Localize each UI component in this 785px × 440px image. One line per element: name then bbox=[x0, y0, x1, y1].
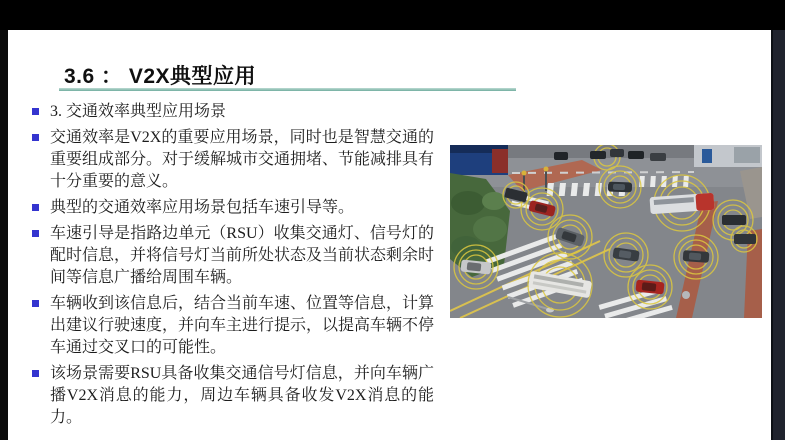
bullet-list bbox=[30, 101, 434, 433]
bullet-item: 3. 交通效率典型应用场景 bbox=[30, 101, 434, 123]
top-letterbox-bar bbox=[0, 0, 785, 30]
gas-station bbox=[694, 145, 762, 167]
bullet-item: 车辆收到该信息后，结合当前车速、位置等信息，计算出建议行驶速度，并向车主进行提示，以提高车辆不停车通过交叉口的可能性。 bbox=[30, 293, 434, 359]
v2x-intersection-aerial-photo bbox=[450, 145, 762, 318]
bullet-item: 典型的交通效率应用场景包括车速引导等。 bbox=[30, 197, 434, 219]
building-blue-awning bbox=[450, 145, 508, 175]
bullet-item: 车速引导是指路边单元（RSU）收集交通灯、信号灯的配时信息，并将信号灯当前所处状态及当前状态剩余时间等信息广播给周围车辆。 bbox=[30, 223, 434, 289]
bullet-item: 该场景需要RSU具备收集交通信号灯信息，并向车辆广播V2X消息的能力，周边车辆具备收发V2X消息的能力。 bbox=[30, 363, 434, 429]
slide-title: 3.6 ： V2X典型应用 bbox=[64, 65, 257, 89]
title-underline bbox=[59, 88, 516, 91]
right-letterbox-band bbox=[771, 30, 785, 440]
left-letterbox-strip bbox=[0, 30, 8, 440]
bullet-item: 交通效率是V2X的重要应用场景，同时也是智慧交通的重要组成部分。对于缓解城市交通拥堵、节能减排具有十分重要的意义。 bbox=[30, 127, 434, 193]
